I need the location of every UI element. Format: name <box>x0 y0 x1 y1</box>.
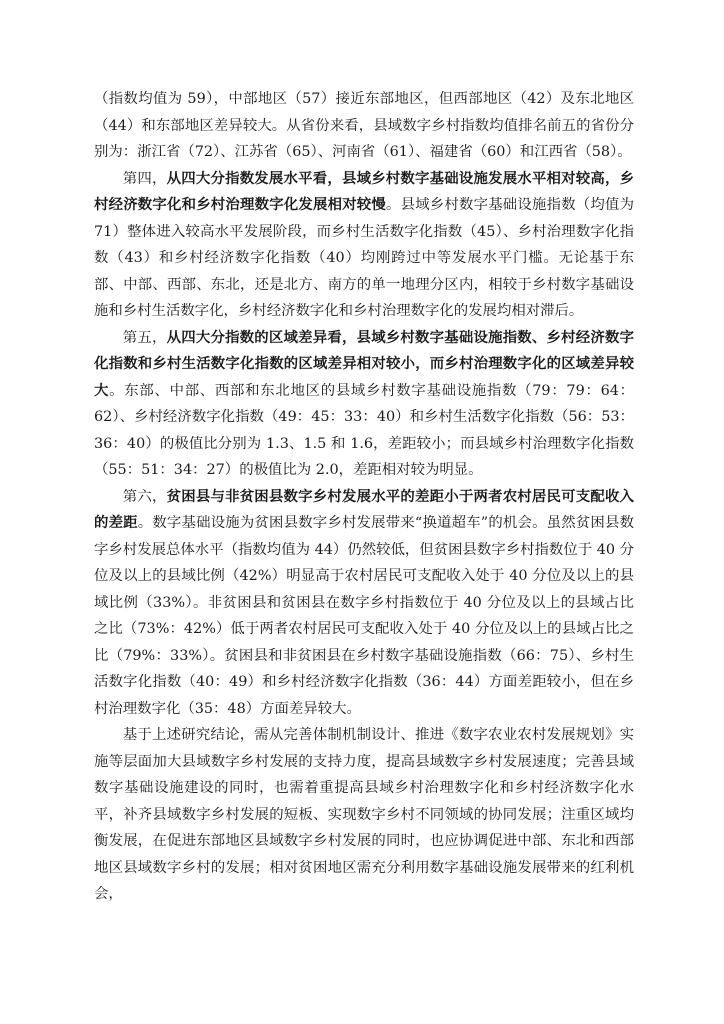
paragraph-lead: 第六， <box>122 488 167 505</box>
paragraph-lead: 第四， <box>122 170 167 187</box>
paragraph-text: 基于上述研究结论，需从完善体制机制设计、推进《数字农业农村发展规划》实施等层面加大县域数字乡村发展的支持力度，提高县域数字乡村发展速度；完善县域数字基础设施建设的同时，也需着重提高县域乡村治理数字化和乡村经济数字化水平，补齐县域数字乡村发展的短板、实现数字乡村不同领域的协同发展；注重区域均衡发展，在促进东部地区县域数字乡村发展的同时，也应协调促进中部、东北和西部地区县域数字乡村的发展；相对贫困地区需充分利用数字基础设施发展带来的红利机会， <box>94 727 634 902</box>
paragraph-sixth-finding <box>94 484 634 723</box>
paragraph-lead: 第五， <box>122 329 167 346</box>
paragraph-continuation <box>94 86 634 166</box>
paragraph-bold-summary: 贫困县与非贫困县数字乡村发展水平的差距小于两者农村居民可支配收入的差距 <box>94 487 634 531</box>
paragraph-recommendations <box>94 722 634 908</box>
document-page <box>94 86 634 908</box>
paragraph-text: （指数均值为 59），中部地区（57）接近东部地区，但西部地区（42）及东北地区（44）和东部地区差异较大。从省份来看，县域数字乡村指数均值排名前五的省份分别为：浙江省（72）、江苏省（65）、河南省（61）、福建省（60）和江西省（58）。 <box>94 91 634 160</box>
paragraph-fifth-finding <box>94 325 634 484</box>
paragraph-bold-summary: 从四大分指数发展水平看，县域乡村数字基础设施发展水平相对较高，乡村经济数字化和乡村治理数字化发展相对较慢 <box>94 169 634 213</box>
paragraph-fourth-finding <box>94 166 634 325</box>
paragraph-bold-summary: 从四大分指数的区域差异看，县域乡村数字基础设施指数、乡村经济数字化指数和乡村生活数字化指数的区域差异相对较小，而乡村治理数字化的区域差异较大 <box>94 328 634 399</box>
paragraph-text: 。县域乡村数字基础设施指数（均值为 71）整体进入较高水平发展阶段，而乡村生活数字化指数（45）、乡村治理数字化指数（43）和乡村经济数字化指数（40）均刚跨过中等发展水平门槛。无论基于东部、中部、西部、东北，还是北方、南方的单一地理分区内，相较于乡村数字基础设施和乡村生活数字化，乡村经济数字化和乡村治理数字化的发展均相对滞后。 <box>94 197 634 319</box>
paragraph-text: 。数字基础设施为贫困县数字乡村发展带来“换道超车”的机会。虽然贫困县数字乡村发展总体水平（指数均值为 44）仍然较低，但贫困县数字乡村指数位于 40 分位及以上的县域比例（42%）明显高于农村居民可支配收入处于 40 分位及以上的县域比例（33%）。非贫困县和贫困县在数字乡村指数位于 40 分位及以上的县域占比之比（73%：42%）低于两者农村居民可支配收入处于 40 分位及以上的县域占比之比（79%：33%）。贫困县和非贫困县在乡村数字基础设施指数（66：75）、乡村生活数字化指数（40：49）和乡村经济数字化指数（36：44）方面差距较小，但在乡村治理数字化（35：48）方面差异较大。 <box>94 515 634 717</box>
paragraph-text: 。东部、中部、西部和东北地区的县域乡村数字基础设施指数（79：79：64：62）、乡村经济数字化指数（49：45：33：40）和乡村生活数字化指数（56：53：36：40）的极值比分别为 1.3、1.5 和 1.6，差距较小；而县域乡村治理数字化指数（55：51：34：27）的极值比为 2.0，差距相对较为明显。 <box>94 382 634 478</box>
